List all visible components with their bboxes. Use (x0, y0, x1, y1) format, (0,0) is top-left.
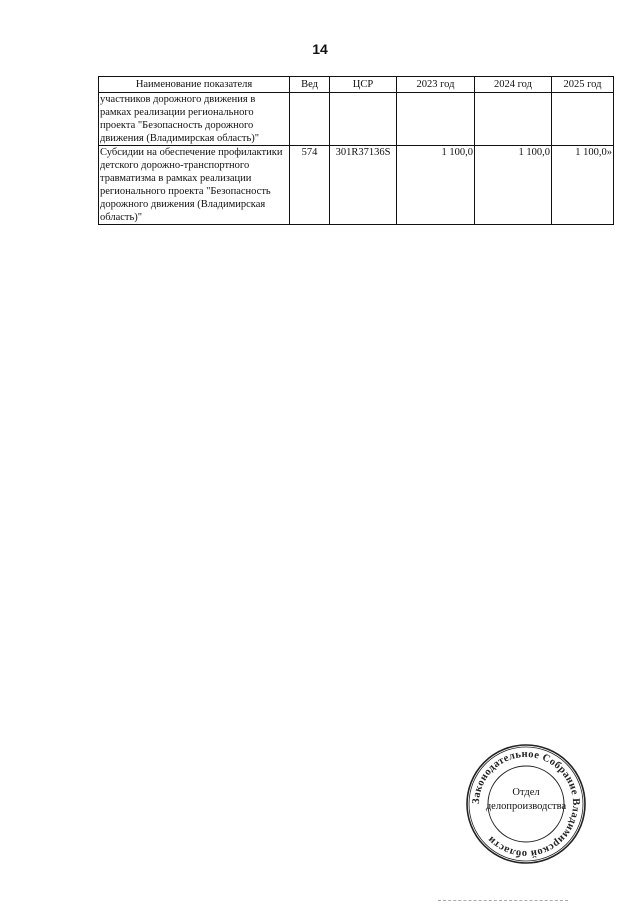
table-row (99, 146, 614, 225)
cell-csr: 301R37136S (330, 146, 397, 225)
header-2023: 2023 год (397, 77, 475, 93)
table-row (99, 93, 614, 146)
header-2025: 2025 год (552, 77, 614, 93)
header-ved: Вед (290, 77, 330, 93)
table-header-row (99, 77, 614, 93)
cell-2024 (475, 93, 552, 146)
cell-2023: 1 100,0 (397, 146, 475, 225)
cell-2025: 1 100,0» (552, 146, 614, 225)
cell-2023 (397, 93, 475, 146)
official-stamp (464, 742, 588, 866)
stamp-line-2: делопроизводства (485, 801, 567, 812)
stamp-line-1: Отдел (512, 787, 540, 798)
header-2024: 2024 год (475, 77, 552, 93)
page-number: 14 (312, 41, 328, 57)
cell-ved: 574 (290, 146, 330, 225)
cell-2024: 1 100,0 (475, 146, 552, 225)
budget-table (98, 76, 614, 225)
stamp-center-text (464, 786, 588, 814)
cell-2025 (552, 93, 614, 146)
stamp-ring-text: Законодательное Собрание Владимирской области (470, 748, 582, 860)
cell-csr (330, 93, 397, 146)
header-name: Наименование показателя (99, 77, 290, 93)
cell-name: Субсидии на обеспечение профилактики детского дорожно-транспортного травматизма в рамках реализации регионального проекта "Безопасность дорожного движения (Владимирская область)" (99, 146, 290, 225)
cell-name: участников дорожного движения в рамках реализации регионального проекта "Безопасность дорожного движения (Владимирская область)" (99, 93, 290, 146)
header-csr: ЦСР (330, 77, 397, 93)
cell-ved (290, 93, 330, 146)
scan-artifact-line (438, 900, 568, 902)
